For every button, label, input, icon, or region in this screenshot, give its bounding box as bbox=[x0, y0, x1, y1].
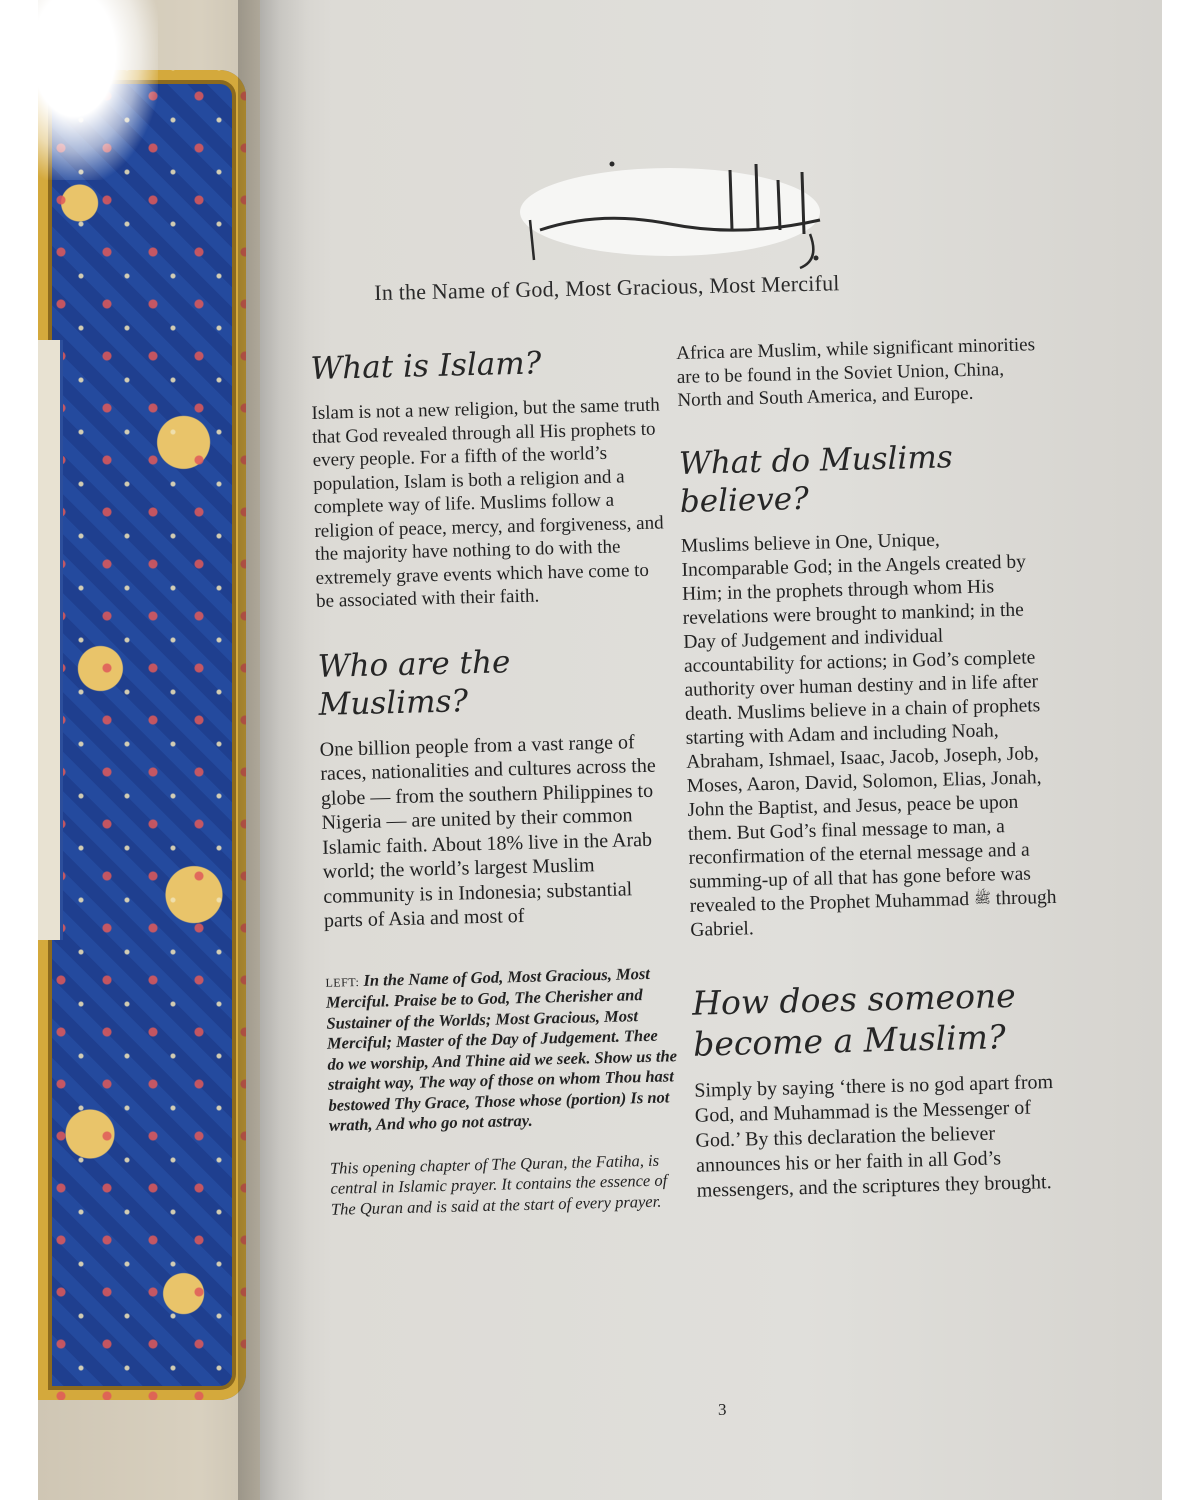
pbuh-glyph-icon: ﷺ bbox=[973, 891, 992, 907]
section-body-what-is-islam: Islam is not a new religion, but the same truth that God revealed through all His prophets to every people. For a fifth of the world’s population, Islam is both a religion and a complete way of life. Muslims follow a religion of peace, mercy, and forgiveness, and the majority have nothing to do with the extremely grave events which have come to be associated with their faith. bbox=[311, 394, 664, 612]
manuscript-text-panel bbox=[38, 340, 63, 940]
section-title-how-become-muslim: How does someone become a Muslim? bbox=[691, 975, 1017, 1064]
page-heading: In the Name of God, Most Gracious, Most Merciful bbox=[374, 270, 840, 305]
caption-tag: LEFT: bbox=[325, 974, 360, 990]
image-caption bbox=[325, 963, 679, 1137]
beliefs-text: Muslims believe in One, Unique, Incomparable God; in the Angels created by Him; in the prophets through whom His revelations were brought to mankind; in the Day of Judgement and individual accountability for actions; in God’s complete authority over human destiny and in life after death. Muslims believe in a chain of prophets starting with Adam and including Noah, Abraham, Ishmael, Isaac, Jacob, Joseph, Job, Moses, Aaron, David, Solomon, Elias, Jonah, John the Baptist, and Jesus, peace be upon them. But God’s final message to man, a reconfirmation of the eternal message and a summing-up of all that has gone before was revealed to the Prophet Muhammad bbox=[680, 529, 1042, 917]
continued-text: Africa are Muslim, while significant minorities are to be found in the Soviet Union, China, North and South America, and Europe. bbox=[676, 334, 1036, 411]
caption-text: In the Name of God, Most Gracious, Most Merciful. Praise be to God, The Cherisher and Sustainer of the Worlds; Most Gracious, Most Merciful; Master of the Day of Judgement. Thee do we worship, And Thine aid we seek. Show us the straight way, The way of those on whom Thou hast bestowed Thy Grace, Those whose (portion) Is not wrath, And who go not astray. bbox=[325, 963, 678, 1135]
section-title-what-do-muslims-believe: What do Muslims believe? bbox=[678, 438, 954, 520]
photo-frame bbox=[38, 0, 1162, 1500]
text-page bbox=[260, 0, 1162, 1500]
section-title-what-is-islam: What is Islam? bbox=[310, 345, 542, 387]
section-body-what-do-muslims-believe bbox=[681, 525, 1061, 942]
illuminated-manuscript-page bbox=[38, 0, 270, 1500]
section-body-how-become-muslim: Simply by saying ‘there is no god apart from God, and Muhammad is the Messenger of God.’ By this declaration the believer announces his or her faith in all God’s messengers, and the scriptures they brought. bbox=[694, 1071, 1054, 1202]
section-body-who-are-the-muslims: One billion people from a vast range of races, nationalities and cultures across the globe — from the southern Philippines to Nigeria — are united by their common Islamic faith. About 18% live in the Arab world; the world’s largest Muslim community is in Indonesia; substantial parts of Asia and most of bbox=[319, 730, 656, 932]
left-column bbox=[310, 341, 681, 1219]
section-title-who-are-the-muslims: Who are the Muslims? bbox=[317, 643, 511, 723]
right-column bbox=[676, 333, 1067, 1204]
illuminated-border-decoration bbox=[38, 70, 246, 1400]
bismillah-calligraphy-icon bbox=[520, 150, 840, 270]
caption-note: This opening chapter of The Quran, the Fatiha, is central in Islamic prayer. It contains the essence of The Quran and is said at the start of every prayer. bbox=[329, 1150, 668, 1219]
page-number: 3 bbox=[718, 1400, 727, 1419]
book-gutter-shadow bbox=[238, 0, 308, 1500]
beliefs-text-end: through Gabriel. bbox=[690, 886, 1057, 941]
light-glare bbox=[38, 0, 158, 180]
